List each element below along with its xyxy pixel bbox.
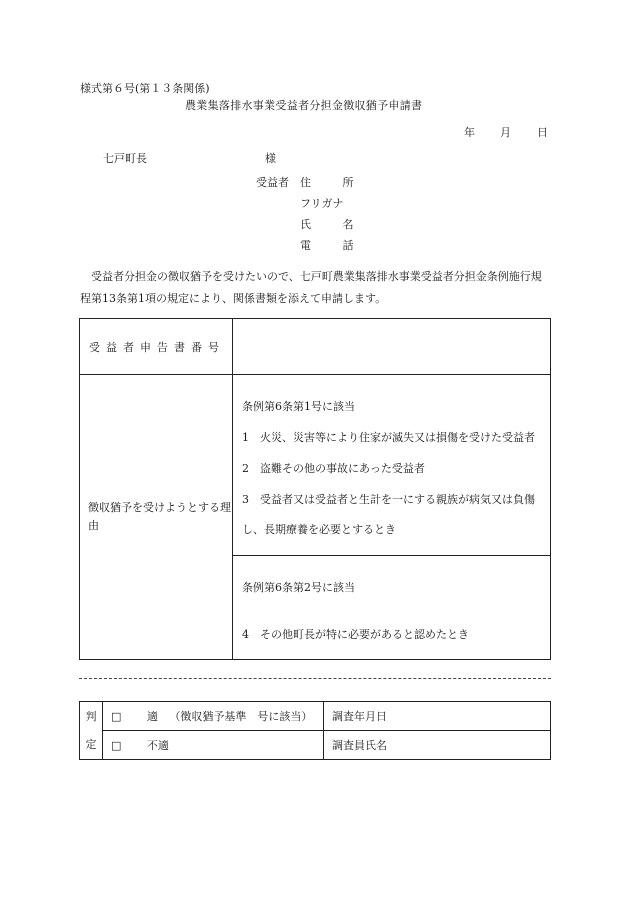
reason-section-2 <box>233 556 551 660</box>
application-table <box>79 318 551 660</box>
approve-option-label: 適 <box>146 710 158 723</box>
judgment-approve-cell <box>103 702 324 731</box>
date-year-label: 年 <box>464 126 475 139</box>
furigana-field-label: フリガナ <box>300 197 344 210</box>
cut-line-divider <box>79 678 551 679</box>
application-statement: 受益者分担金の徴収猶予を受けたいので、七戸町農業集落排水事業受益者分担金条例施行規程第13条第1項の規定により、関係書類を添えて申請します。 <box>80 270 542 305</box>
approve-checkbox[interactable]: □ <box>111 710 122 723</box>
judgment-header <box>80 702 103 760</box>
applicant-label: 受益者 <box>256 176 289 189</box>
judgment-table <box>79 701 551 760</box>
judgment-header-top: 判 <box>85 709 97 723</box>
investigator-name-label: 調査員氏名 <box>324 731 551 760</box>
investigation-date-label: 調査年月日 <box>324 702 551 731</box>
approve-criteria-note: （徴収猶予基準 号に該当） <box>169 710 313 723</box>
reason-label: 徴収猶予を受けようとする理由 <box>80 375 233 660</box>
form-number: 様式第６号(第１３条関係) <box>80 82 210 95</box>
reason-item-3: 3 受益者又は受益者と生計を一にする親族が病気又は負傷 <box>242 493 535 506</box>
reason-item-4: 4 その他町長が特に必要があると認めたとき <box>242 628 469 641</box>
section-1-heading: 条例第6条第1号に該当 <box>242 400 355 413</box>
date-month-label: 月 <box>500 126 511 139</box>
reason-item-3-continued: し、長期療養を必要とするとき <box>242 523 396 536</box>
phone-field-label: 電 話 <box>300 239 368 252</box>
date-day-label: 日 <box>537 126 548 139</box>
reason-section-1 <box>233 375 551 556</box>
name-field-label: 氏 名 <box>300 218 368 231</box>
section-2-heading: 条例第6条第2号に該当 <box>242 581 355 594</box>
document-title: 農業集落排水事業受益者分担金徴収猶予申請書 <box>185 99 423 112</box>
judgment-reject-cell <box>103 731 324 760</box>
reason-item-2: 2 盗難その他の事故にあった受益者 <box>242 462 425 475</box>
reject-option-label: 不適 <box>146 739 169 752</box>
reject-checkbox[interactable]: □ <box>111 739 122 752</box>
addressee-honorific: 様 <box>265 152 276 165</box>
judgment-header-bottom: 定 <box>85 737 97 751</box>
applicant-report-number-value[interactable] <box>233 319 551 375</box>
reason-item-1: 1 火災、災害等により住家が滅失又は損傷を受けた受益者 <box>242 431 535 444</box>
addressee-name: 七戸町長 <box>103 152 147 165</box>
applicant-report-number-label: 受益者申告書番号 <box>80 319 233 375</box>
address-field-label: 住 所 <box>300 176 368 189</box>
